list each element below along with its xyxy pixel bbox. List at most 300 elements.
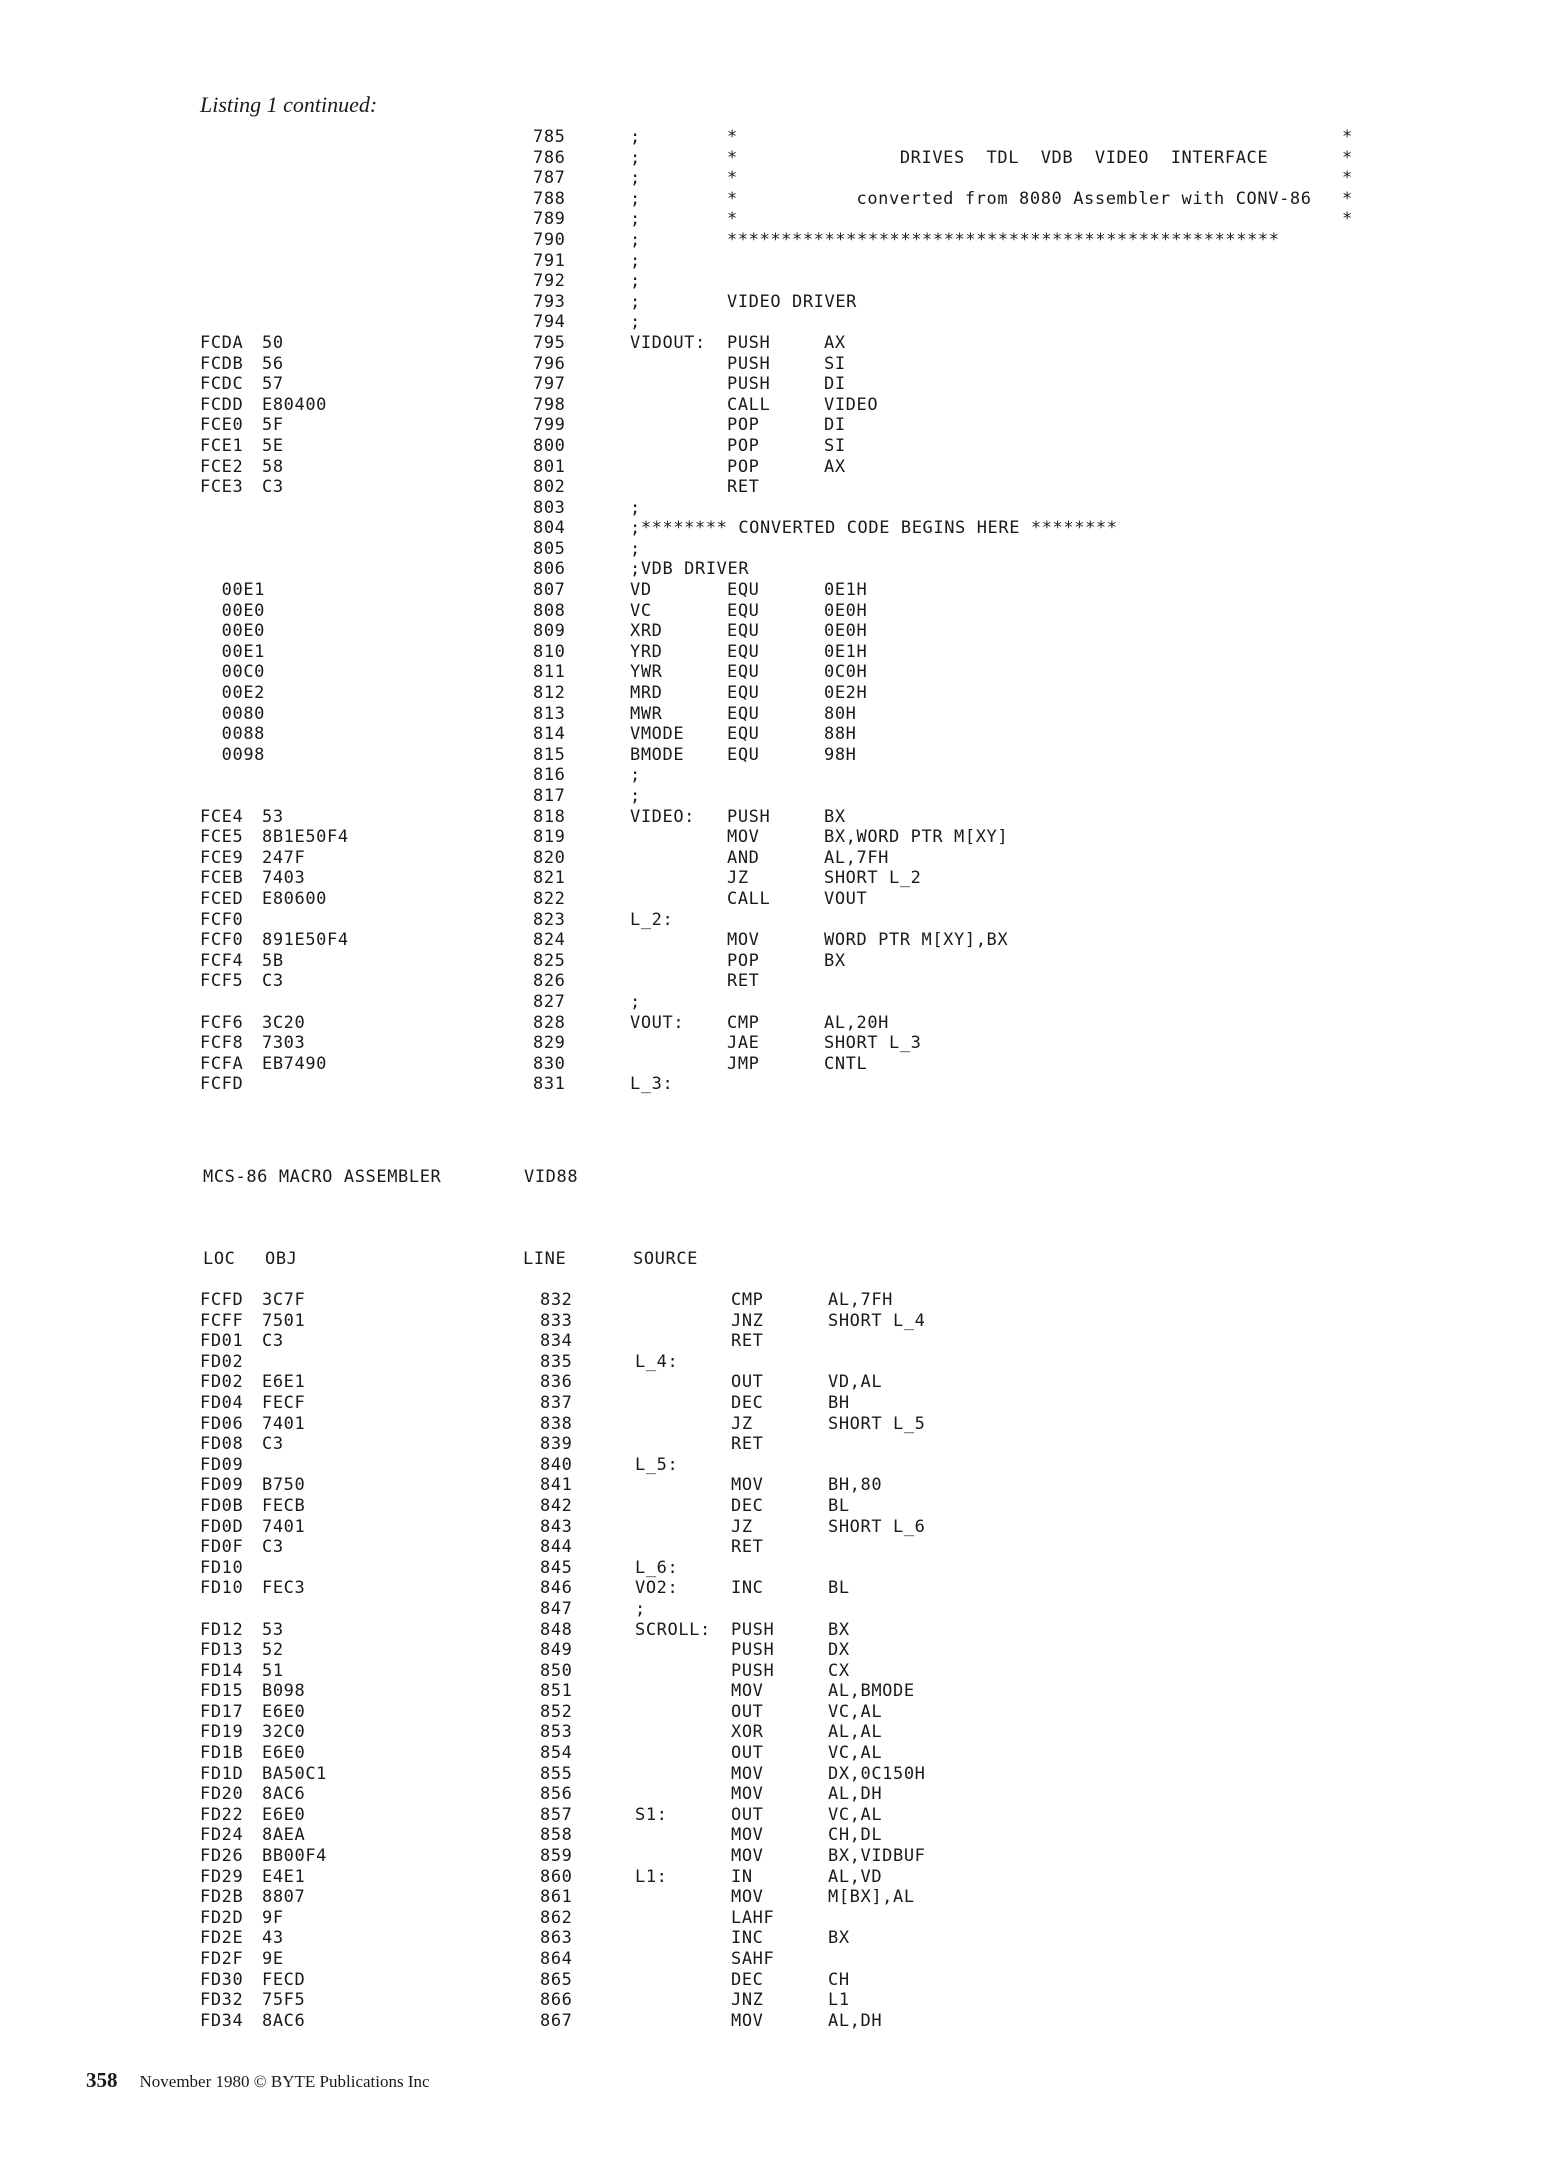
- listing-op: MOV: [731, 1681, 764, 1702]
- listing-line: 803: [533, 497, 566, 518]
- listing-label: ;: [630, 538, 641, 559]
- listing-op: AND: [727, 847, 760, 868]
- listing-line: 856: [540, 1784, 573, 1805]
- listing-loc: FD10: [200, 1578, 244, 1599]
- listing-line: 797: [533, 374, 566, 395]
- listing-obj: 75F5: [262, 1990, 306, 2011]
- listing-loc: FCE9: [200, 847, 244, 868]
- listing-op: MOV: [727, 930, 760, 951]
- listing-line: 837: [540, 1392, 573, 1413]
- assembler-title: MCS-86 MACRO ASSEMBLER: [203, 1167, 442, 1187]
- listing-line: 790: [533, 229, 566, 250]
- listing-line: 801: [533, 456, 566, 477]
- listing-op: PUSH: [727, 374, 771, 395]
- listing-line: 858: [540, 1825, 573, 1846]
- listing-line: 867: [540, 2010, 573, 2031]
- listing-line: 788: [533, 188, 566, 209]
- listing-line: 840: [540, 1454, 573, 1475]
- listing-line: 831: [533, 1074, 566, 1095]
- listing-obj: C3: [262, 1537, 284, 1558]
- listing-end: *: [1342, 168, 1353, 189]
- listing-arg: VC,AL: [828, 1743, 883, 1764]
- listing-loc: FD34: [200, 2010, 244, 2031]
- listing-loc: FCE2: [200, 456, 244, 477]
- listing-arg: DX,0C150H: [828, 1763, 926, 1784]
- page-footer: [86, 2068, 430, 2093]
- listing-op: MOV: [731, 1475, 764, 1496]
- listing-line: 842: [540, 1495, 573, 1516]
- listing-loc: FD04: [200, 1392, 244, 1413]
- listing-line: 834: [540, 1331, 573, 1352]
- listing-line: 862: [540, 1907, 573, 1928]
- listing-arg: AL,VD: [828, 1866, 883, 1887]
- listing-loc: 0080: [200, 703, 266, 724]
- listing-line: 826: [533, 971, 566, 992]
- listing-obj: 8B1E50F4: [262, 827, 349, 848]
- listing-loc: FD1B: [200, 1743, 244, 1764]
- listing-op: MOV: [731, 1825, 764, 1846]
- listing-op: RET: [731, 1434, 764, 1455]
- listing-arg: 80H: [824, 703, 857, 724]
- listing-loc: FD32: [200, 1990, 244, 2011]
- listing-loc: FD2F: [200, 1949, 244, 1969]
- listing-arg: 98H: [824, 744, 857, 765]
- listing-label: ;VDB DRIVER: [630, 559, 750, 580]
- listing-loc: FD2D: [200, 1907, 244, 1928]
- listing-loc: FCF0: [200, 930, 244, 951]
- listing-op: INC: [731, 1578, 764, 1599]
- listing-obj: C3: [262, 1331, 284, 1352]
- listing-obj: 53: [262, 806, 284, 827]
- listing-line: 827: [533, 991, 566, 1012]
- listing-op: CMP: [731, 1290, 764, 1310]
- listing-line: 795: [533, 332, 566, 353]
- listing-op: *: [727, 209, 738, 230]
- listing-line: 853: [540, 1722, 573, 1743]
- listing-op: SAHF: [731, 1949, 775, 1969]
- listing-loc: FCDD: [200, 394, 244, 415]
- listing-label: L1:: [635, 1866, 668, 1887]
- listing-line: 814: [533, 724, 566, 745]
- listing-loc: FD20: [200, 1784, 244, 1805]
- listing-line: 822: [533, 888, 566, 909]
- listing-line: 855: [540, 1763, 573, 1784]
- listing-loc: FCDA: [200, 332, 244, 353]
- listing-obj: 53: [262, 1619, 284, 1640]
- listing-loc: FD08: [200, 1434, 244, 1455]
- listing-op: DEC: [731, 1495, 764, 1516]
- listing-label: YRD: [630, 641, 663, 662]
- listing-loc: FCFF: [200, 1310, 244, 1331]
- listing-op: POP: [727, 456, 760, 477]
- listing-op: JZ: [731, 1413, 753, 1434]
- listing-arg: BX,WORD PTR M[XY]: [824, 827, 1009, 848]
- listing-line: 863: [540, 1928, 573, 1949]
- listing-label: YWR: [630, 662, 663, 683]
- listing-arg: 0E0H: [824, 621, 868, 642]
- listing-op: RET: [731, 1537, 764, 1558]
- listing-arg: converted from 8080 Assembler with CONV-86: [824, 188, 1312, 209]
- listing-label: ;: [630, 291, 641, 312]
- listing-label: ;: [635, 1598, 646, 1619]
- listing-line: 841: [540, 1475, 573, 1496]
- listing-loc: FD12: [200, 1619, 244, 1640]
- listing-loc: FCE0: [200, 415, 244, 436]
- listing-arg: SHORT L_2: [824, 868, 922, 889]
- listing-line: 821: [533, 868, 566, 889]
- listing-arg: DI: [824, 415, 846, 436]
- listing-obj: 5B: [262, 950, 284, 971]
- listing-label: ;: [630, 786, 641, 806]
- listing-loc: FCE1: [200, 435, 244, 456]
- listing-op: PUSH: [731, 1640, 775, 1661]
- listing-obj: FECF: [262, 1392, 306, 1413]
- listing-op: RET: [727, 477, 760, 498]
- listing-obj: 50: [262, 332, 284, 353]
- listing-obj: 57: [262, 374, 284, 395]
- listing-op: INC: [731, 1928, 764, 1949]
- listing-obj: C3: [262, 477, 284, 498]
- listing-end: *: [1342, 188, 1353, 209]
- listing-op: MOV: [731, 2010, 764, 2031]
- listing-obj: 8AEA: [262, 1825, 306, 1846]
- listing-obj: 7303: [262, 1033, 306, 1054]
- listing-label: ;: [630, 168, 641, 189]
- listing-arg: AL,DH: [828, 2010, 883, 2031]
- listing-op: OUT: [731, 1372, 764, 1393]
- listing-arg: M[BX],AL: [828, 1887, 915, 1908]
- listing-obj: E6E0: [262, 1743, 306, 1764]
- listing-line: 851: [540, 1681, 573, 1702]
- listing-obj: 3C20: [262, 1012, 306, 1033]
- listing-loc: FD13: [200, 1640, 244, 1661]
- listing-loc: FD14: [200, 1660, 244, 1681]
- listing-line: 866: [540, 1990, 573, 2011]
- listing-op: EQU: [727, 621, 760, 642]
- listing-loc: FCDB: [200, 353, 244, 374]
- listing-op: PUSH: [727, 353, 771, 374]
- listing-label: XRD: [630, 621, 663, 642]
- listing-line: 825: [533, 950, 566, 971]
- column-header-loc: LOC: [203, 1249, 236, 1269]
- listing-obj: FECD: [262, 1969, 306, 1990]
- listing-line: 815: [533, 744, 566, 765]
- listing-loc: FCEB: [200, 868, 244, 889]
- listing-loc: FCED: [200, 888, 244, 909]
- listing-arg: BX: [824, 950, 846, 971]
- listing-line: 833: [540, 1310, 573, 1331]
- listing-obj: B098: [262, 1681, 306, 1702]
- listing-arg: SHORT L_4: [828, 1310, 926, 1331]
- listing-loc: FCF5: [200, 971, 244, 992]
- listing-label: L_6:: [635, 1557, 679, 1578]
- listing-obj: 7401: [262, 1413, 306, 1434]
- listing-line: 789: [533, 209, 566, 230]
- listing-line: 839: [540, 1434, 573, 1455]
- listing-loc: 0098: [200, 744, 266, 765]
- listing-op: POP: [727, 950, 760, 971]
- listing-line: 850: [540, 1660, 573, 1681]
- listing-line: 792: [533, 271, 566, 292]
- listing-line: 849: [540, 1640, 573, 1661]
- listing-op: EQU: [727, 580, 760, 601]
- column-header-line: LINE: [523, 1249, 567, 1269]
- listing-arg: BX: [824, 806, 846, 827]
- listing-op: MOV: [727, 827, 760, 848]
- listing-line: 817: [533, 786, 566, 806]
- listing-arg: VD,AL: [828, 1372, 883, 1393]
- listing-line: 796: [533, 353, 566, 374]
- listing-line: 804: [533, 518, 566, 539]
- listing-loc: FD30: [200, 1969, 244, 1990]
- column-header-obj: OBJ: [265, 1249, 298, 1269]
- listing-op: LAHF: [731, 1907, 775, 1928]
- listing-loc: FCF8: [200, 1033, 244, 1054]
- listing-obj: BA50C1: [262, 1763, 328, 1784]
- listing-arg: VC,AL: [828, 1701, 883, 1722]
- listing-obj: E6E0: [262, 1701, 306, 1722]
- listing-loc: FD09: [200, 1475, 244, 1496]
- listing-arg: 0E1H: [824, 641, 868, 662]
- listing-label: ;: [630, 127, 641, 147]
- listing-loc: FD02: [200, 1372, 244, 1393]
- listing-obj: FECB: [262, 1495, 306, 1516]
- listing-op: EQU: [727, 641, 760, 662]
- listing-op: *: [727, 188, 738, 209]
- listing-line: 812: [533, 683, 566, 704]
- listing-loc: FD10: [200, 1557, 244, 1578]
- listing-loc: FD15: [200, 1681, 244, 1702]
- listing-obj: 8AC6: [262, 1784, 306, 1805]
- listing-arg: SI: [824, 353, 846, 374]
- listing-op: CALL: [727, 394, 771, 415]
- listing-loc: FCF4: [200, 950, 244, 971]
- listing-line: 800: [533, 435, 566, 456]
- listing-label: VIDEO:: [630, 806, 696, 827]
- listing-label: VD: [630, 580, 652, 601]
- listing-label: VIDOUT:: [630, 332, 706, 353]
- listing-op: JMP: [727, 1053, 760, 1074]
- listing-label: MWR: [630, 703, 663, 724]
- listing-line: 857: [540, 1804, 573, 1825]
- listing-op: RET: [727, 971, 760, 992]
- listing-line: 865: [540, 1969, 573, 1990]
- listing-loc: FCF6: [200, 1012, 244, 1033]
- listing-line: 829: [533, 1033, 566, 1054]
- listing-arg: AL,7FH: [828, 1290, 894, 1310]
- listing-obj: 51: [262, 1660, 284, 1681]
- listing-loc: FD09: [200, 1454, 244, 1475]
- listing-loc: FCE4: [200, 806, 244, 827]
- listing-obj: E4E1: [262, 1866, 306, 1887]
- listing-arg: AL,AL: [828, 1722, 883, 1743]
- listing-line: 816: [533, 765, 566, 786]
- listing-line: 864: [540, 1949, 573, 1969]
- listing-label: ;: [630, 312, 641, 333]
- listing-loc: FD22: [200, 1804, 244, 1825]
- listing-line: 860: [540, 1866, 573, 1887]
- listing-arg: WORD PTR M[XY],BX: [824, 930, 1009, 951]
- listing-obj: 247F: [262, 847, 306, 868]
- listing-label: VC: [630, 600, 652, 621]
- listing-line: 808: [533, 600, 566, 621]
- listing-heading: Listing 1 continued:: [200, 92, 378, 117]
- listing-op: RET: [731, 1331, 764, 1352]
- listing-loc: FD0B: [200, 1495, 244, 1516]
- listing-obj: 9E: [262, 1949, 284, 1969]
- listing-arg: CH,DL: [828, 1825, 883, 1846]
- listing-arg: BL: [828, 1495, 850, 1516]
- listing-label: VO2:: [635, 1578, 679, 1599]
- footer-text: November 1980 © BYTE Publications Inc: [139, 2072, 430, 2091]
- listing-label: ;: [630, 209, 641, 230]
- listing-loc: FD19: [200, 1722, 244, 1743]
- listing-line: 852: [540, 1701, 573, 1722]
- listing-op: MOV: [731, 1846, 764, 1867]
- listing-op: *: [727, 168, 738, 189]
- listing-line: 819: [533, 827, 566, 848]
- listing-loc: FCFA: [200, 1053, 244, 1074]
- listing-line: 811: [533, 662, 566, 683]
- listing-line: 805: [533, 538, 566, 559]
- listing-loc: 0088: [200, 724, 266, 745]
- listing-op: OUT: [731, 1701, 764, 1722]
- listing-obj: 7401: [262, 1516, 306, 1537]
- listing-loc: FCE5: [200, 827, 244, 848]
- listing-line: 835: [540, 1351, 573, 1372]
- listing-op: *: [727, 147, 738, 168]
- listing-line: 843: [540, 1516, 573, 1537]
- listing-label: MRD: [630, 683, 663, 704]
- listing-end: *: [1342, 147, 1353, 168]
- listing-op: EQU: [727, 683, 760, 704]
- listing-line: 861: [540, 1887, 573, 1908]
- listing-op: PUSH: [727, 806, 771, 827]
- listing-arg: BX: [828, 1928, 850, 1949]
- listing-line: 854: [540, 1743, 573, 1764]
- listing-op: EQU: [727, 744, 760, 765]
- listing-arg: CNTL: [824, 1053, 868, 1074]
- listing-obj: EB7490: [262, 1053, 328, 1074]
- listing-op: MOV: [731, 1763, 764, 1784]
- listing-loc: 00C0: [200, 662, 266, 683]
- listing-op: PUSH: [731, 1619, 775, 1640]
- listing-arg: DX: [828, 1640, 850, 1661]
- listing-arg: BH: [828, 1392, 850, 1413]
- listing-line: 845: [540, 1557, 573, 1578]
- listing-line: 799: [533, 415, 566, 436]
- listing-arg: 0E2H: [824, 683, 868, 704]
- listing-line: 846: [540, 1578, 573, 1599]
- listing-arg: AL,DH: [828, 1784, 883, 1805]
- listing-obj: 43: [262, 1928, 284, 1949]
- listing-op: EQU: [727, 662, 760, 683]
- listing-obj: FEC3: [262, 1578, 306, 1599]
- listing-obj: C3: [262, 971, 284, 992]
- listing-arg: BX: [828, 1619, 850, 1640]
- listing-obj: E80600: [262, 888, 328, 909]
- listing-obj: 891E50F4: [262, 930, 349, 951]
- listing-loc: FD0D: [200, 1516, 244, 1537]
- listing-loc: FD24: [200, 1825, 244, 1846]
- listing-line: 794: [533, 312, 566, 333]
- listing-obj: 52: [262, 1640, 284, 1661]
- listing-arg: VC,AL: [828, 1804, 883, 1825]
- listing-op: EQU: [727, 703, 760, 724]
- listing-arg: VOUT: [824, 888, 868, 909]
- listing-arg: BL: [828, 1578, 850, 1599]
- listing-label: ;: [630, 497, 641, 518]
- listing-op: JZ: [731, 1516, 753, 1537]
- listing-line: 859: [540, 1846, 573, 1867]
- listing-obj: C3: [262, 1434, 284, 1455]
- listing-line: 810: [533, 641, 566, 662]
- listing-end: *: [1342, 209, 1353, 230]
- listing-op: JAE: [727, 1033, 760, 1054]
- listing-arg: AL,7FH: [824, 847, 890, 868]
- column-header-source: SOURCE: [633, 1249, 699, 1269]
- listing-loc: 00E1: [200, 641, 266, 662]
- listing-op: JNZ: [731, 1990, 764, 2011]
- listing-label: BMODE: [630, 744, 685, 765]
- listing-loc: FCFD: [200, 1074, 244, 1095]
- listing-line: 807: [533, 580, 566, 601]
- listing-op: VIDEO DRIVER: [727, 291, 858, 312]
- listing-op: OUT: [731, 1804, 764, 1825]
- listing-loc: FCFD: [200, 1290, 244, 1310]
- listing-op: POP: [727, 435, 760, 456]
- listing-obj: 58: [262, 456, 284, 477]
- listing-arg: AX: [824, 456, 846, 477]
- listing-obj: 32C0: [262, 1722, 306, 1743]
- listing-loc: 00E0: [200, 621, 266, 642]
- listing-line: 838: [540, 1413, 573, 1434]
- listing-loc: FCF0: [200, 909, 244, 930]
- listing-op: PUSH: [727, 332, 771, 353]
- listing-op: CMP: [727, 1012, 760, 1033]
- listing-end: *: [1342, 127, 1353, 147]
- listing-obj: E6E0: [262, 1804, 306, 1825]
- listing-obj: 5E: [262, 435, 284, 456]
- listing-line: 818: [533, 806, 566, 827]
- listing-op: XOR: [731, 1722, 764, 1743]
- listing-obj: E80400: [262, 394, 328, 415]
- listing-label: L_3:: [630, 1074, 674, 1095]
- listing-label: ;: [630, 229, 641, 250]
- listing-arg: 0E1H: [824, 580, 868, 601]
- listing-line: 836: [540, 1372, 573, 1393]
- module-name: VID88: [524, 1167, 579, 1187]
- listing-op: EQU: [727, 724, 760, 745]
- listing-op: JNZ: [731, 1310, 764, 1331]
- listing-loc: FD01: [200, 1331, 244, 1352]
- listing-op: IN: [731, 1866, 753, 1887]
- listing-label: SCROLL:: [635, 1619, 711, 1640]
- listing-arg: DRIVES TDL VDB VIDEO INTERFACE: [824, 147, 1269, 168]
- listing-label: ;: [630, 991, 641, 1012]
- listing-line: 793: [533, 291, 566, 312]
- listing-loc: FD29: [200, 1866, 244, 1887]
- listing-op: EQU: [727, 600, 760, 621]
- listing-loc: FD2E: [200, 1928, 244, 1949]
- listing-arg: DI: [824, 374, 846, 395]
- listing-line: 844: [540, 1537, 573, 1558]
- listing-arg: SHORT L_3: [824, 1033, 922, 1054]
- listing-label: ;******** CONVERTED CODE BEGINS HERE ********: [630, 518, 1118, 539]
- listing-op: ***************************************************: [727, 229, 1280, 250]
- listing-line: 787: [533, 168, 566, 189]
- listing-arg: 0C0H: [824, 662, 868, 683]
